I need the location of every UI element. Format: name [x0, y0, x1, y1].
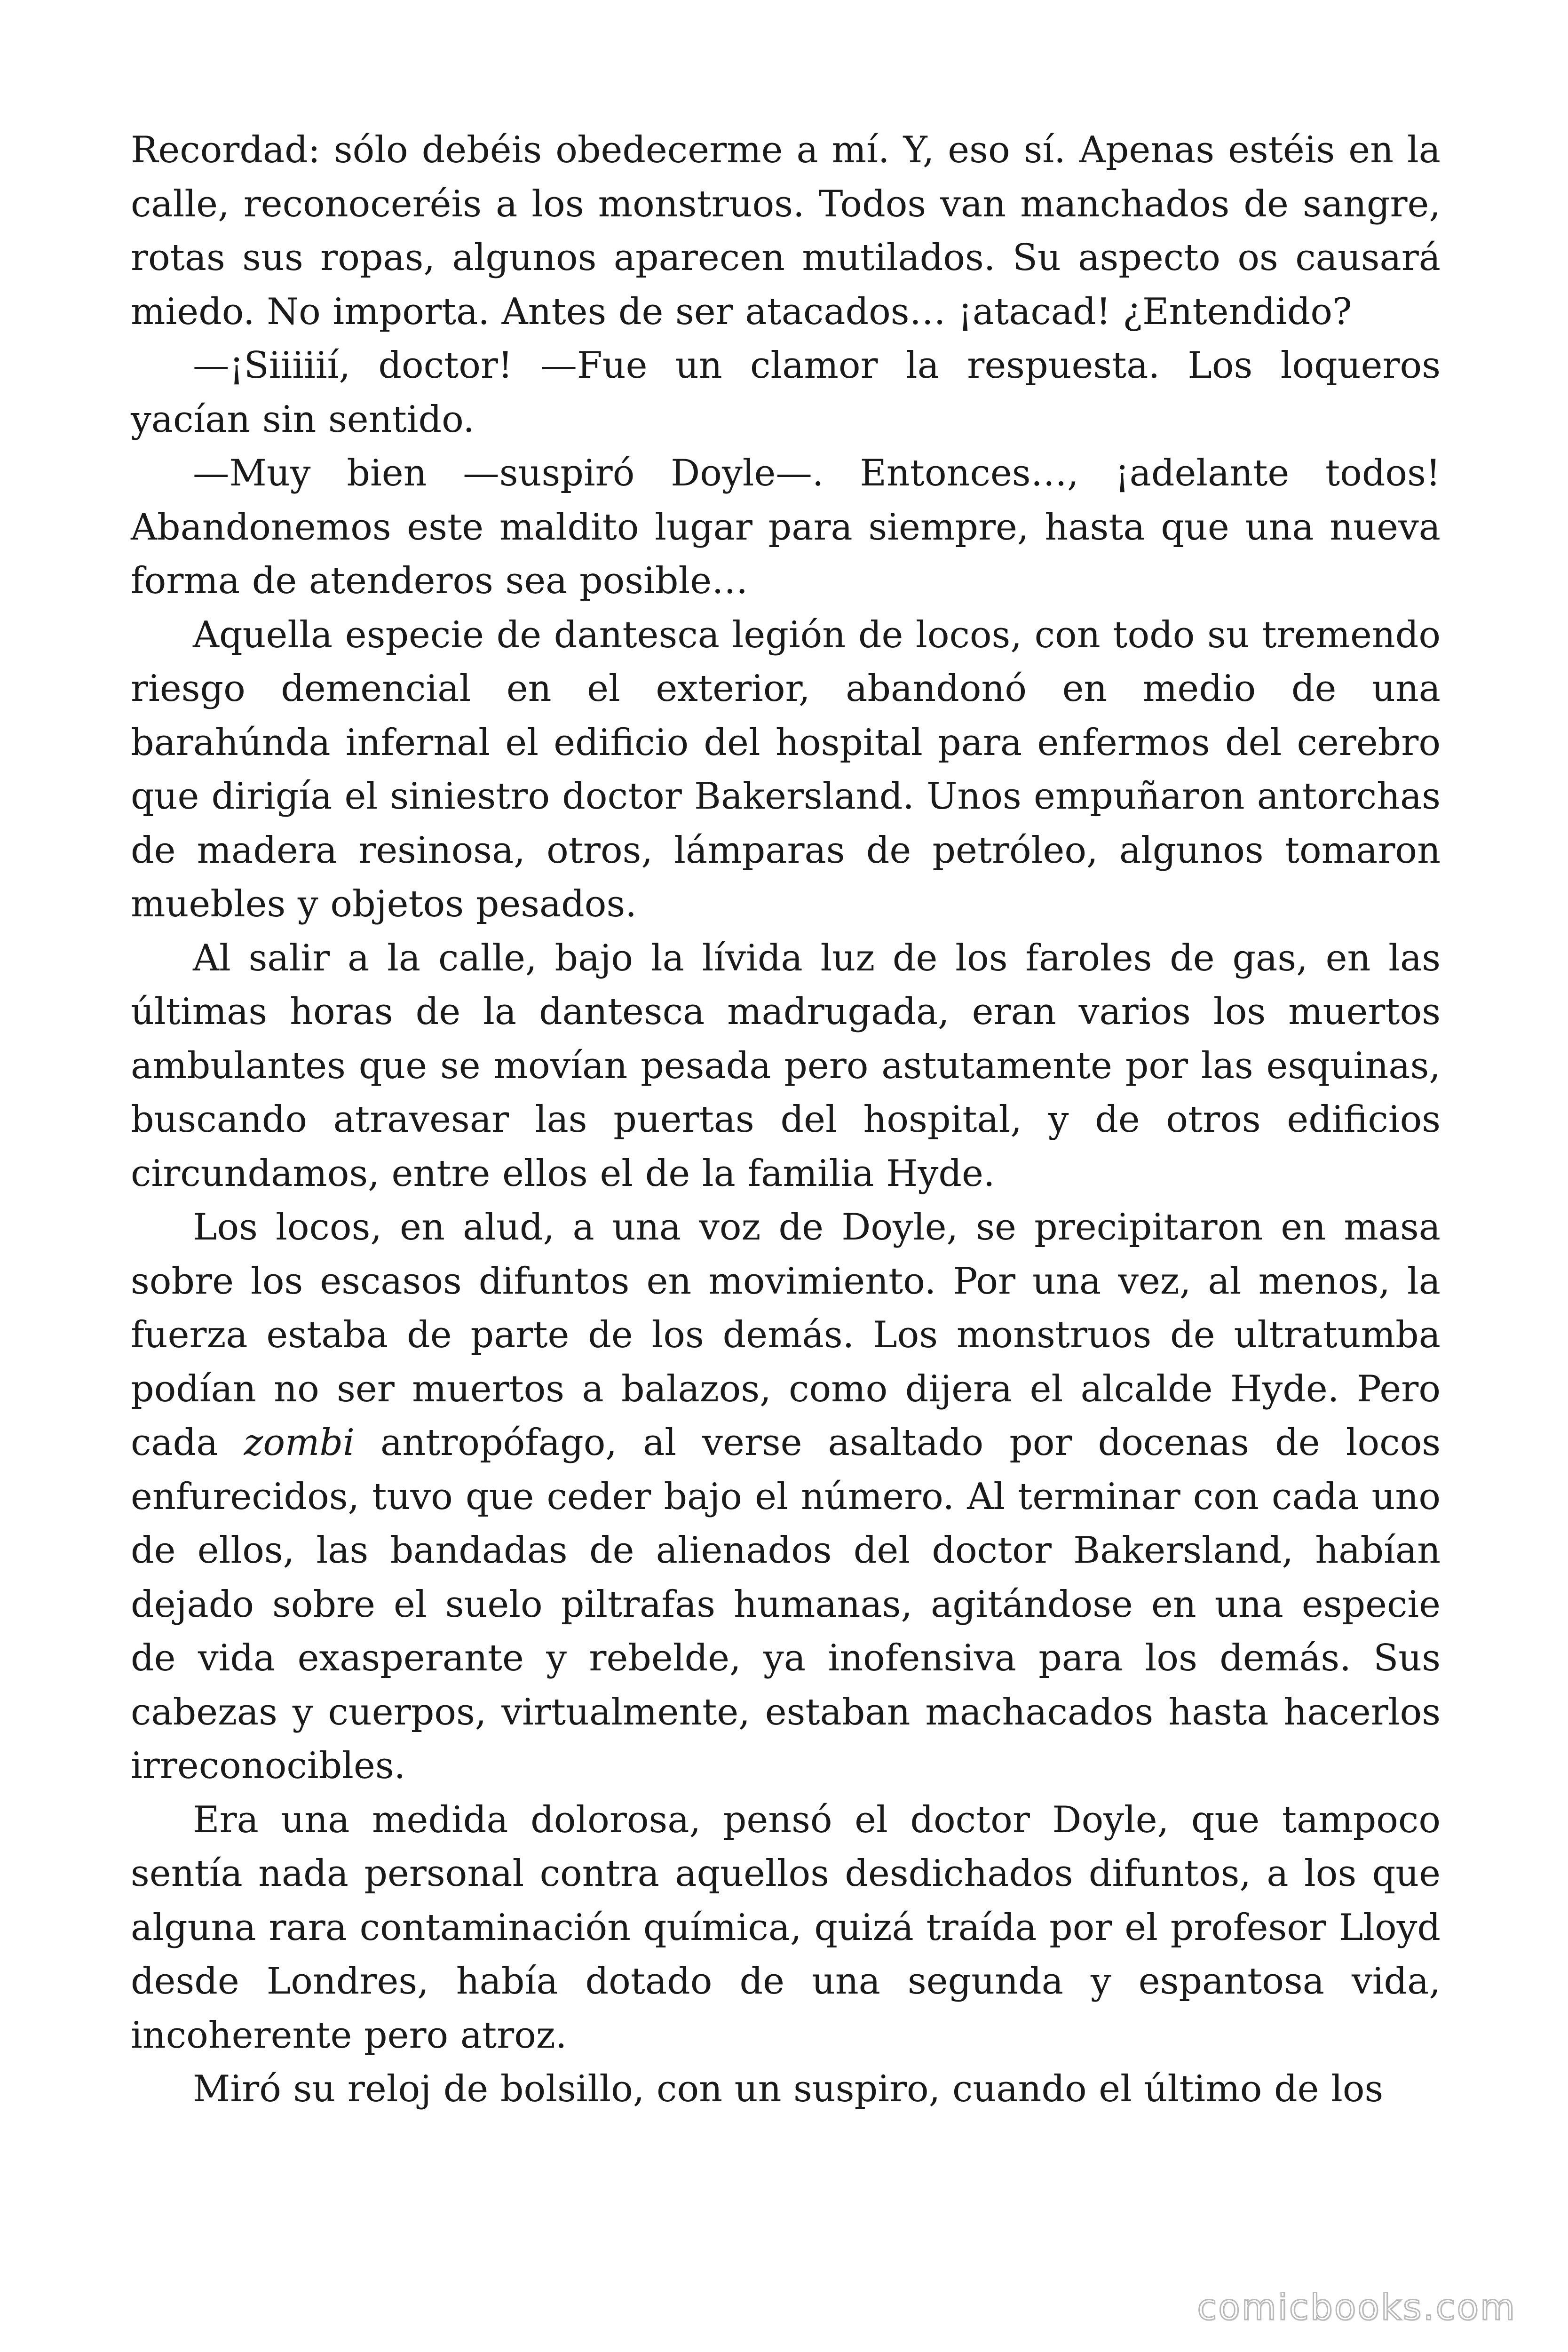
paragraph-2: [131, 339, 1441, 446]
italic-term-zombi: zombi: [244, 1422, 355, 1464]
paragraph-7: [131, 1793, 1441, 2063]
paragraph-text: —¡Siiiiií, doctor! —Fue un clamor la respuesta. Los loqueros yacían sin sentido.: [131, 344, 1441, 441]
paragraph-4: [131, 608, 1441, 931]
paragraph-8: [131, 2062, 1441, 2116]
paragraph-text: Miró su reloj de bolsillo, con un suspiro, cuando el último de los: [193, 2068, 1384, 2110]
paragraph-1: [131, 123, 1441, 339]
page-body-text: [131, 123, 1441, 2116]
paragraph-6: [131, 1200, 1441, 1793]
paragraph-3: [131, 446, 1441, 608]
paragraph-text: Era una medida dolorosa, pensó el doctor Doyle, que tampoco sentía nada personal contra aquellos desdichados difuntos, a los que alguna rara contaminación química, quizá traída por el profesor Lloyd desde Londres, había dotado de una segunda y espantosa vida, incoherente pero atroz.: [131, 1798, 1441, 2057]
paragraph-text: —Muy bien —suspiró Doyle—. Entonces…, ¡adelante todos! Abandonemos este maldito lugar para siempre, hasta que una nueva forma de atenderos sea posible…: [131, 452, 1441, 602]
paragraph-text: Aquella especie de dantesca legión de locos, con todo su tremendo riesgo demencial en el exterior, abandonó en medio de una barahúnda infernal el edificio del hospital para enfermos del cerebro que dirigía el siniestro doctor Bakersland. Unos empuñaron antorchas de madera resinosa, otros, lámparas de petróleo, algunos tomaron muebles y objetos pesados.: [131, 613, 1441, 925]
paragraph-text: antropófago, al verse asaltado por docenas de locos enfurecidos, tuvo que ceder bajo el número. Al terminar con cada uno de ellos, las bandadas de alienados del doctor Bakersland, habían dejado sobre el suelo piltrafas humanas, agitándose en una especie de vida exasperante y rebelde, ya inofensiva para los demás. Sus cabezas y cuerpos, virtualmente, estaban machacados hasta hacerlos irreconocibles.: [131, 1422, 1441, 1787]
site-watermark: comicbooks.com: [1197, 2286, 1516, 2328]
paragraph-text: Recordad: sólo debéis obedecerme a mí. Y, eso sí. Apenas estéis en la calle, reconoceréis a los monstruos. Todos van manchados de sangre, rotas sus ropas, algunos aparecen mutilados. Su aspecto os causará miedo. No importa. Antes de ser atacados… ¡atacad! ¿Entendido?: [131, 129, 1441, 333]
paragraph-text: Los locos, en alud, a una voz de Doyle, se precipitaron en masa sobre los escasos difuntos en movimiento. Por una vez, al menos, la fuerza estaba de parte de los demás. Los monstruos de ultratumba podían no ser muertos a balazos, como dijera el alcalde Hyde. Pero cada: [131, 1206, 1441, 1464]
paragraph-text: Al salir a la calle, bajo la lívida luz de los faroles de gas, en las últimas horas de la dantesca madrugada, eran varios los muertos ambulantes que se movían pesada pero astutamente por las esquinas, buscando atravesar las puertas del hospital, y de otros edificios circundamos, entre ellos el de la familia Hyde.: [131, 937, 1441, 1195]
paragraph-5: [131, 931, 1441, 1201]
